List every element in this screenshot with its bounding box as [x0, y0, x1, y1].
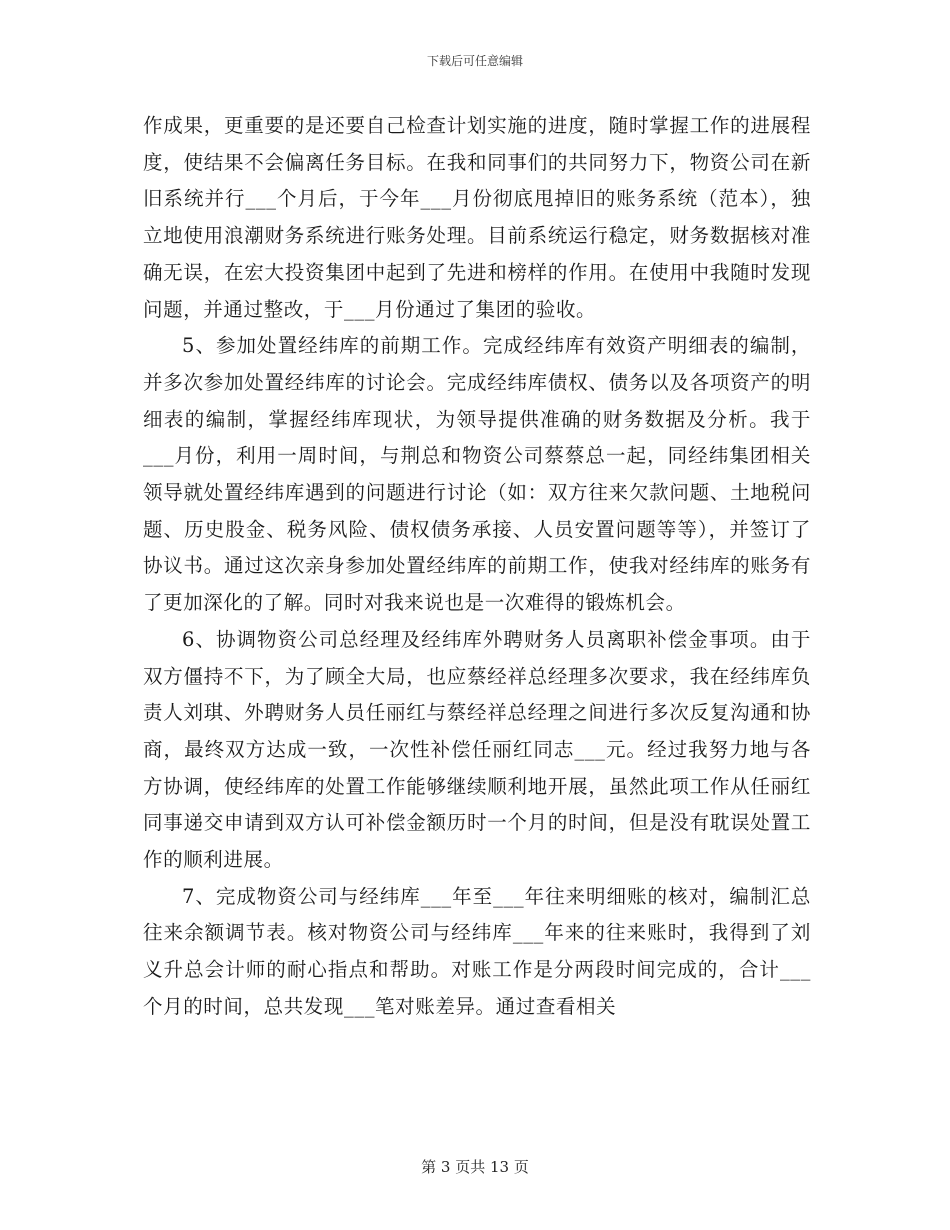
paragraph-item-7: 7、完成物资公司与经纬库___年至___年往来明细账的核对，编制汇总往来余额调节表。核对物资公司与经纬库___年来的往来账时，我得到了刘义升总会计师的耐心指点和帮助。对账工作是分两段时间完成的，合计___个月的时间，总共发现___笔对账差异。通过查看相关: [143, 884, 811, 1018]
page-header-note: 下载后可任意编辑: [426, 54, 523, 68]
paragraph-continuation: 作成果，更重要的是还要自己检查计划实施的进度，随时掌握工作的进展程度，使结果不会偏离任务目标。在我和同事们的共同努力下，物资公司在新旧系统并行___个月后，于今年___月份彻底甩掉旧的账务系统（范本），独立地使用浪潮财务系统进行账务处理。目前系统运行稳定，财务数据核对准确无误，在宏大投资集团中起到了先进和榜样的作用。在使用中我随时发现问题，并通过整改，于___月份通过了集团的验收。: [143, 114, 811, 321]
document-body: [143, 108, 811, 1026]
paragraph-item-5: 5、参加处置经纬库的前期工作。完成经纬库有效资产明细表的编制，并多次参加处置经纬库的讨论会。完成经纬库债权、债务以及各项资产的明细表的编制，掌握经纬库现状，为领导提供准确的财务数据及分析。我于___月份，利用一周时间，与荆总和物资公司蔡蔡总一起，同经纬集团相关领导就处置经纬库遇到的问题进行讨论（如：双方往来欠款问题、土地税问题、历史股金、税务风险、债权债务承接、人员安置问题等等），并签订了协议书。通过这次亲身参加处置经纬库的前期工作，使我对经纬库的账务有了更加深化的了解。同时对我来说也是一次难得的锻炼机会。: [143, 334, 811, 615]
paragraph-item-6: 6、协调物资公司总经理及经纬库外聘财务人员离职补偿金事项。由于双方僵持不下，为了顾全大局，也应蔡经祥总经理多次要求，我在经纬库负责人刘琪、外聘财务人员任丽红与蔡经祥总经理之间进行多次反复沟通和协商，最终双方达成一致，一次性补偿任丽红同志___元。经过我努力地与各方协调，使经纬库的处置工作能够继续顺利地开展，虽然此项工作从任丽红同事递交申请到双方认可补偿金额历时一个月的时间，但是没有耽误处置工作的顺利进展。: [143, 627, 811, 872]
page-number-footer: 第 3 页共 13 页: [421, 1158, 529, 1176]
